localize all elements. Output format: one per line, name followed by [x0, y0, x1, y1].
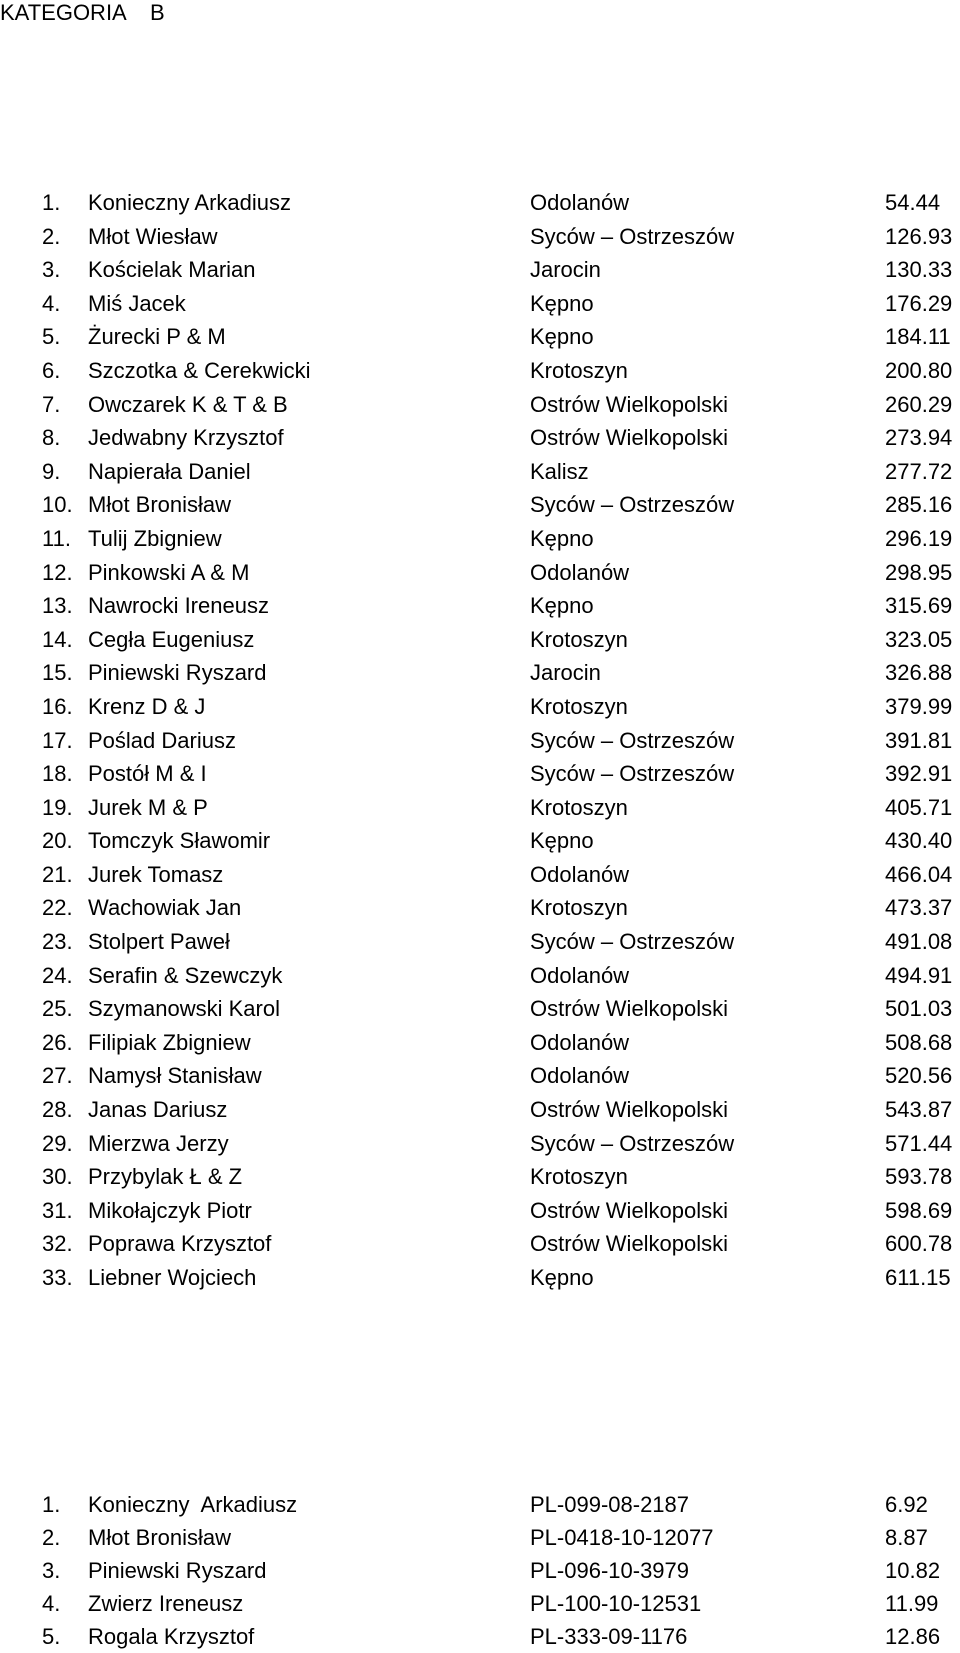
club-location: Odolanów	[530, 1063, 630, 1089]
table-row	[0, 724, 960, 758]
table-row	[0, 455, 960, 489]
competitor-name: Napierała Daniel	[88, 458, 251, 484]
competitor-name: Młot Bronisław	[88, 492, 232, 518]
competitor-name: Młot Bronisław	[88, 1525, 232, 1550]
competitor-name: Jurek M & P	[88, 794, 208, 820]
table-row	[0, 1160, 960, 1194]
club-location: Jarocin	[530, 257, 601, 283]
competitor-name: Krenz D & J	[88, 693, 206, 719]
table-row	[0, 1093, 960, 1127]
club-location: Ostrów Wielkopolski	[530, 1231, 729, 1257]
ring-number: PL-099-08-2187	[530, 1492, 690, 1517]
rank-number: 9.	[42, 458, 61, 484]
club-location: Jarocin	[530, 660, 601, 686]
club-location: Krotoszyn	[530, 357, 628, 383]
table-row	[0, 1194, 960, 1228]
rank-number: 33.	[42, 1265, 73, 1290]
club-location: Krotoszyn	[530, 895, 628, 921]
table-row	[0, 1127, 960, 1161]
club-location: Syców – Ostrzeszów	[530, 761, 735, 787]
table-row	[0, 320, 960, 354]
table-row	[0, 623, 960, 657]
result-value: 543.87	[885, 1097, 953, 1123]
result-value: 491.08	[885, 929, 953, 955]
rank-number: 8.	[42, 425, 61, 451]
result-value: 11.99	[885, 1591, 939, 1616]
competitor-name: Janas Dariusz	[88, 1097, 228, 1123]
result-value: 405.71	[885, 794, 953, 820]
result-value: 494.91	[885, 962, 953, 988]
category-value: B	[149, 0, 165, 25]
rank-number: 3.	[42, 1558, 61, 1583]
club-location: Odolanów	[530, 190, 630, 215]
rank-number: 26.	[42, 1029, 73, 1055]
result-value: 600.78	[885, 1231, 953, 1257]
table-row	[0, 1620, 960, 1653]
rank-number: 18.	[42, 761, 73, 787]
competitor-name: Cegła Eugeniusz	[88, 626, 255, 652]
competitor-name: Jedwabny Krzysztof	[88, 425, 284, 451]
club-location: Ostrów Wielkopolski	[530, 996, 729, 1022]
table-row	[0, 891, 960, 925]
result-value: 277.72	[885, 458, 953, 484]
competitor-name: Owczarek K & T & B	[88, 391, 288, 417]
table-row	[0, 992, 960, 1026]
result-value: 473.37	[885, 895, 953, 921]
competitor-name: Mikołajczyk Piotr	[88, 1197, 252, 1223]
competitor-name: Szymanowski Karol	[88, 996, 280, 1022]
club-location: Ostrów Wielkopolski	[530, 1197, 729, 1223]
competitor-name: Miś Jacek	[88, 290, 186, 316]
result-value: 508.68	[885, 1029, 953, 1055]
club-location: Krotoszyn	[530, 693, 628, 719]
competitor-name: Młot Wiesław	[88, 223, 218, 249]
rank-number: 16.	[42, 693, 73, 719]
table-row	[0, 220, 960, 254]
result-value: 611.15	[885, 1265, 951, 1290]
result-value: 54.44	[885, 190, 941, 215]
ring-results-table	[0, 1488, 960, 1653]
competitor-name: Żurecki P & M	[88, 324, 226, 350]
club-location: Krotoszyn	[530, 1164, 628, 1190]
club-location: Syców – Ostrzeszów	[530, 223, 735, 249]
competitor-name: Rogala Krzysztof	[88, 1624, 255, 1649]
competitor-name: Filipiak Zbigniew	[88, 1029, 251, 1055]
club-location: Syców – Ostrzeszów	[530, 727, 735, 753]
rank-number: 23.	[42, 929, 73, 955]
rank-number: 22.	[42, 895, 73, 921]
competitor-name: Nawrocki Ireneusz	[88, 593, 269, 619]
competitor-name: Mierzwa Jerzy	[88, 1130, 229, 1156]
result-value: 392.91	[885, 761, 953, 787]
club-location: Ostrów Wielkopolski	[530, 391, 729, 417]
competitor-name: Serafin & Szewczyk	[88, 962, 283, 988]
result-value: 296.19	[885, 525, 953, 551]
rank-number: 25.	[42, 996, 73, 1022]
rank-number: 30.	[42, 1164, 73, 1190]
rank-number: 4.	[42, 1591, 61, 1616]
competitor-name: Poślad Dariusz	[88, 727, 236, 753]
competitor-name: Pinkowski A & M	[88, 559, 250, 585]
rank-number: 5.	[42, 324, 61, 350]
competitor-name: Konieczny Arkadiusz	[88, 1492, 298, 1517]
club-location: Ostrów Wielkopolski	[530, 425, 729, 451]
table-row	[0, 925, 960, 959]
table-row	[0, 959, 960, 993]
table-row	[0, 1261, 960, 1295]
club-location: Kępno	[530, 290, 594, 316]
ring-number: PL-096-10-3979	[530, 1558, 690, 1583]
rank-number: 4.	[42, 290, 61, 316]
competitor-name: Stolpert Paweł	[88, 929, 230, 955]
main-results-table	[0, 186, 960, 1295]
club-location: Kępno	[530, 593, 594, 619]
competitor-name: Przybylak Ł & Z	[88, 1164, 243, 1190]
category-label: KATEGORIA	[0, 0, 126, 25]
result-value: 430.40	[885, 828, 953, 854]
table-row	[0, 791, 960, 825]
result-value: 6.92	[885, 1492, 928, 1517]
rank-number: 2.	[42, 223, 61, 249]
competitor-name: Kościelak Marian	[88, 257, 256, 283]
rank-number: 1.	[42, 1492, 61, 1517]
club-location: Kępno	[530, 324, 594, 350]
competitor-name: Tulij Zbigniew	[88, 525, 222, 551]
result-value: 520.56	[885, 1063, 953, 1089]
table-row	[0, 656, 960, 690]
rank-number: 32.	[42, 1231, 73, 1257]
result-value: 200.80	[885, 357, 953, 383]
club-location: Kalisz	[530, 458, 589, 484]
table-row	[0, 421, 960, 455]
club-location: Kępno	[530, 828, 594, 854]
table-row	[0, 1521, 960, 1554]
rank-number: 27.	[42, 1063, 73, 1089]
rank-number: 14.	[42, 626, 73, 652]
competitor-name: Namysł Stanisław	[88, 1063, 262, 1089]
result-value: 260.29	[885, 391, 953, 417]
club-location: Odolanów	[530, 1029, 630, 1055]
rank-number: 6.	[42, 357, 61, 383]
result-value: 285.16	[885, 492, 953, 518]
rank-number: 7.	[42, 391, 61, 417]
rank-number: 1.	[42, 190, 61, 215]
rank-number: 28.	[42, 1097, 73, 1123]
rank-number: 10.	[42, 492, 73, 518]
result-value: 593.78	[885, 1164, 953, 1190]
rank-number: 5.	[42, 1624, 61, 1649]
club-location: Kępno	[530, 525, 594, 551]
rank-number: 17.	[42, 727, 73, 753]
result-value: 326.88	[885, 660, 953, 686]
competitor-name: Piniewski Ryszard	[88, 1558, 267, 1583]
table-row	[0, 556, 960, 590]
competitor-name: Tomczyk Sławomir	[88, 828, 271, 854]
rank-number: 11.	[42, 525, 71, 551]
club-location: Odolanów	[530, 861, 630, 887]
table-row	[0, 1587, 960, 1620]
competitor-name: Liebner Wojciech	[88, 1265, 257, 1290]
rank-number: 29.	[42, 1130, 73, 1156]
table-row	[0, 858, 960, 892]
result-value: 10.82	[885, 1558, 941, 1583]
rank-number: 13.	[42, 593, 73, 619]
rank-number: 15.	[42, 660, 73, 686]
table-row	[0, 757, 960, 791]
competitor-name: Szczotka & Cerekwicki	[88, 357, 311, 383]
ring-number: PL-333-09-1176	[530, 1624, 688, 1649]
club-location: Krotoszyn	[530, 794, 628, 820]
result-value: 466.04	[885, 861, 953, 887]
table-row	[0, 522, 960, 556]
result-value: 501.03	[885, 996, 953, 1022]
table-row	[0, 388, 960, 422]
table-row	[0, 354, 960, 388]
rank-number: 20.	[42, 828, 73, 854]
club-location: Odolanów	[530, 559, 630, 585]
rank-number: 3.	[42, 257, 61, 283]
table-row	[0, 1026, 960, 1060]
result-value: 184.11	[885, 324, 951, 350]
club-location: Syców – Ostrzeszów	[530, 929, 735, 955]
table-row	[0, 1554, 960, 1587]
result-value: 571.44	[885, 1130, 953, 1156]
club-location: Syców – Ostrzeszów	[530, 492, 735, 518]
competitor-name: Konieczny Arkadiusz	[88, 190, 291, 215]
result-value: 391.81	[885, 727, 953, 753]
rank-number: 21.	[42, 861, 73, 887]
result-value: 298.95	[885, 559, 953, 585]
ring-number: PL-0418-10-12077	[530, 1525, 714, 1550]
club-location: Ostrów Wielkopolski	[530, 1097, 729, 1123]
result-value: 8.87	[885, 1525, 928, 1550]
result-value: 176.29	[885, 290, 953, 316]
table-row	[0, 690, 960, 724]
result-value: 12.86	[885, 1624, 941, 1649]
rank-number: 24.	[42, 962, 73, 988]
competitor-name: Zwierz Ireneusz	[88, 1591, 244, 1616]
club-location: Odolanów	[530, 962, 630, 988]
result-value: 598.69	[885, 1197, 953, 1223]
competitor-name: Poprawa Krzysztof	[88, 1231, 272, 1257]
table-row	[0, 1488, 960, 1521]
result-value: 315.69	[885, 593, 953, 619]
category-heading	[0, 0, 165, 26]
result-value: 130.33	[885, 257, 953, 283]
rank-number: 31.	[42, 1197, 73, 1223]
rank-number: 12.	[42, 559, 73, 585]
competitor-name: Wachowiak Jan	[88, 895, 242, 921]
table-row	[0, 488, 960, 522]
table-row	[0, 1227, 960, 1261]
table-row	[0, 1059, 960, 1093]
result-value: 273.94	[885, 425, 953, 451]
table-row	[0, 253, 960, 287]
rank-number: 19.	[42, 794, 73, 820]
competitor-name: Postół M & I	[88, 761, 207, 787]
result-value: 379.99	[885, 693, 953, 719]
competitor-name: Piniewski Ryszard	[88, 660, 267, 686]
table-row	[0, 589, 960, 623]
club-location: Krotoszyn	[530, 626, 628, 652]
rank-number: 2.	[42, 1525, 61, 1550]
ring-number: PL-100-10-12531	[530, 1591, 702, 1616]
table-row	[0, 824, 960, 858]
result-value: 323.05	[885, 626, 953, 652]
table-row	[0, 287, 960, 321]
club-location: Kępno	[530, 1265, 594, 1290]
competitor-name: Jurek Tomasz	[88, 861, 224, 887]
table-row	[0, 186, 960, 220]
club-location: Syców – Ostrzeszów	[530, 1130, 735, 1156]
result-value: 126.93	[885, 223, 953, 249]
